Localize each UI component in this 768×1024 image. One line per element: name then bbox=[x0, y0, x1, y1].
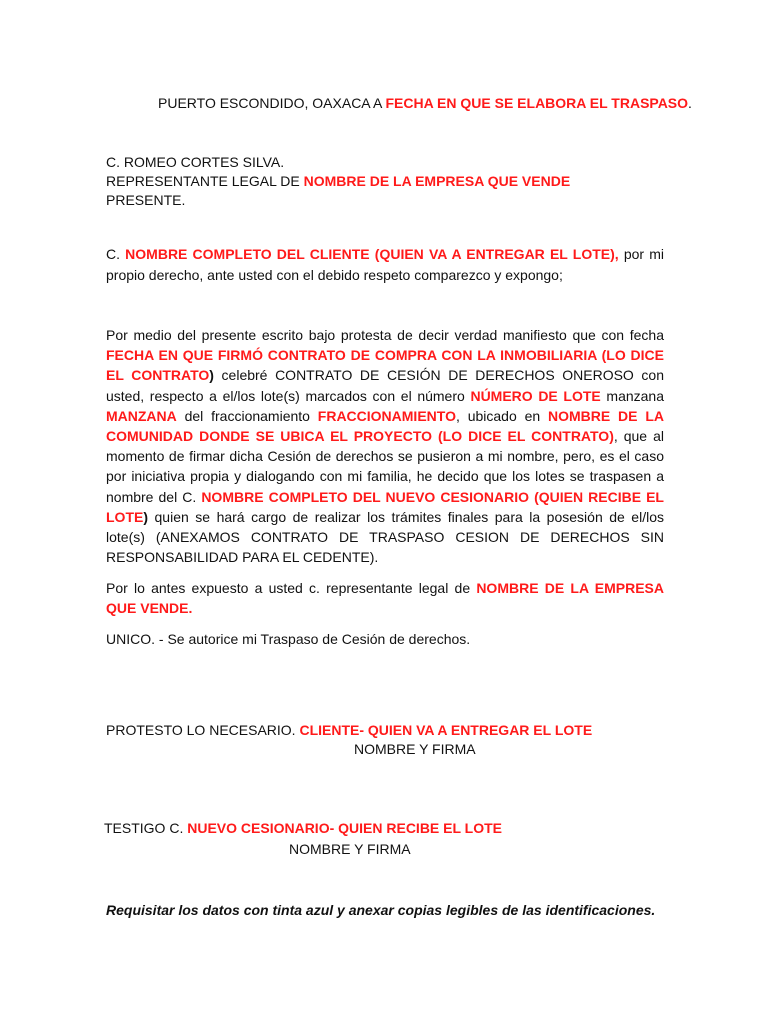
addressee-role bbox=[106, 171, 570, 191]
witness-signature-field: NUEVO CESIONARIO- QUIEN RECIBE EL LOTE bbox=[187, 820, 503, 836]
intro-paragraph bbox=[106, 244, 664, 286]
body-text: , que al momento de firmar dicha Cesión de derechos se pusieron a mi nombre, pero, es el caso por iniciativa propia y dialogando con mi familia, he decido que los lotes se traspasen a nombre del C. bbox=[106, 428, 664, 505]
witness-prefix: TESTIGO C. bbox=[104, 820, 188, 836]
body-text: manzana bbox=[600, 387, 665, 404]
contract-date-field: FECHA EN QUE FIRMÓ CONTRATO DE COMPRA CON LA INMOBILIARIA (LO DICE EL CONTRATO bbox=[106, 347, 664, 384]
subdivision-field: FRACCIONAMIENTO bbox=[317, 407, 456, 424]
intro-text: por mi propio derecho, ante usted con el debido respeto comparezco y expongo; bbox=[106, 246, 664, 283]
block-field: MANZANA bbox=[106, 407, 177, 424]
body-text: quien se hará cargo de realizar los trámites finales para la posesión de el/los lote(s) (ANEXAMOS CONTRATO DE TRASPASO CESION DE DERECHOS SIN RESPONSABILIDAD PARA EL CEDENTE). bbox=[106, 508, 664, 566]
header-end: . bbox=[688, 95, 692, 111]
closing-prefix: Por lo antes expuesto a usted c. representante legal de bbox=[106, 580, 477, 596]
body-text: del fraccionamiento bbox=[176, 407, 318, 424]
protest-prefix: PROTESTO LO NECESARIO. bbox=[106, 722, 300, 738]
instructions-note: Requisitar los datos con tinta azul y anexar copias legibles de las identificaciones. bbox=[106, 902, 656, 918]
witness-signature-line bbox=[104, 818, 502, 838]
client-signature-field: CLIENTE- QUIEN VA A ENTREGAR EL LOTE bbox=[299, 722, 593, 738]
role-prefix: REPRESENTANTE LEGAL DE bbox=[106, 173, 304, 189]
body-text: , ubicado en bbox=[455, 407, 548, 424]
client-name-field: NOMBRE COMPLETO DEL CLIENTE (QUIEN VA A ENTREGAR EL LOTE), bbox=[125, 246, 619, 262]
closing-paragraph bbox=[106, 578, 664, 618]
addressee-name: C. ROMEO CORTES SILVA. bbox=[106, 154, 285, 170]
client-signature-caption: NOMBRE Y FIRMA bbox=[354, 741, 476, 757]
body-text: ) bbox=[209, 367, 214, 384]
company-field: NOMBRE DE LA EMPRESA QUE VENDE bbox=[303, 173, 571, 189]
lot-number-field: NÚMERO DE LOTE bbox=[470, 387, 601, 404]
community-field: NOMBRE DE LA COMUNIDAD DONDE SE UBICA EL PROYECTO (LO DICE EL CONTRATO) bbox=[106, 407, 664, 445]
header-place: PUERTO ESCONDIDO, OAXACA A bbox=[158, 95, 386, 111]
header-line bbox=[158, 93, 692, 113]
intro-prefix: C. bbox=[106, 246, 126, 262]
client-signature-line bbox=[106, 720, 592, 740]
unico-line: UNICO. - Se autorice mi Traspaso de Cesión de derechos. bbox=[106, 631, 471, 647]
body-paragraph bbox=[106, 325, 664, 567]
body-text: Por medio del presente escrito bajo protesta de decir verdad manifiesto que con fecha bbox=[106, 327, 664, 343]
body-text: celebré CONTRATO DE CESIÓN DE DERECHOS ONEROSO con usted, respecto a el/los lote(s) marcados con el número bbox=[106, 367, 664, 404]
new-assignee-field: NOMBRE COMPLETO DEL NUEVO CESIONARIO (QUIEN RECIBE EL LOTE bbox=[106, 488, 664, 525]
closing-company-field: NOMBRE DE LA EMPRESA QUE VENDE. bbox=[106, 580, 664, 617]
date-field: FECHA EN QUE SE ELABORA EL TRASPASO bbox=[385, 95, 689, 111]
witness-signature-caption: NOMBRE Y FIRMA bbox=[289, 841, 411, 857]
presente-label: PRESENTE. bbox=[106, 192, 186, 208]
body-text: ) bbox=[143, 508, 149, 525]
